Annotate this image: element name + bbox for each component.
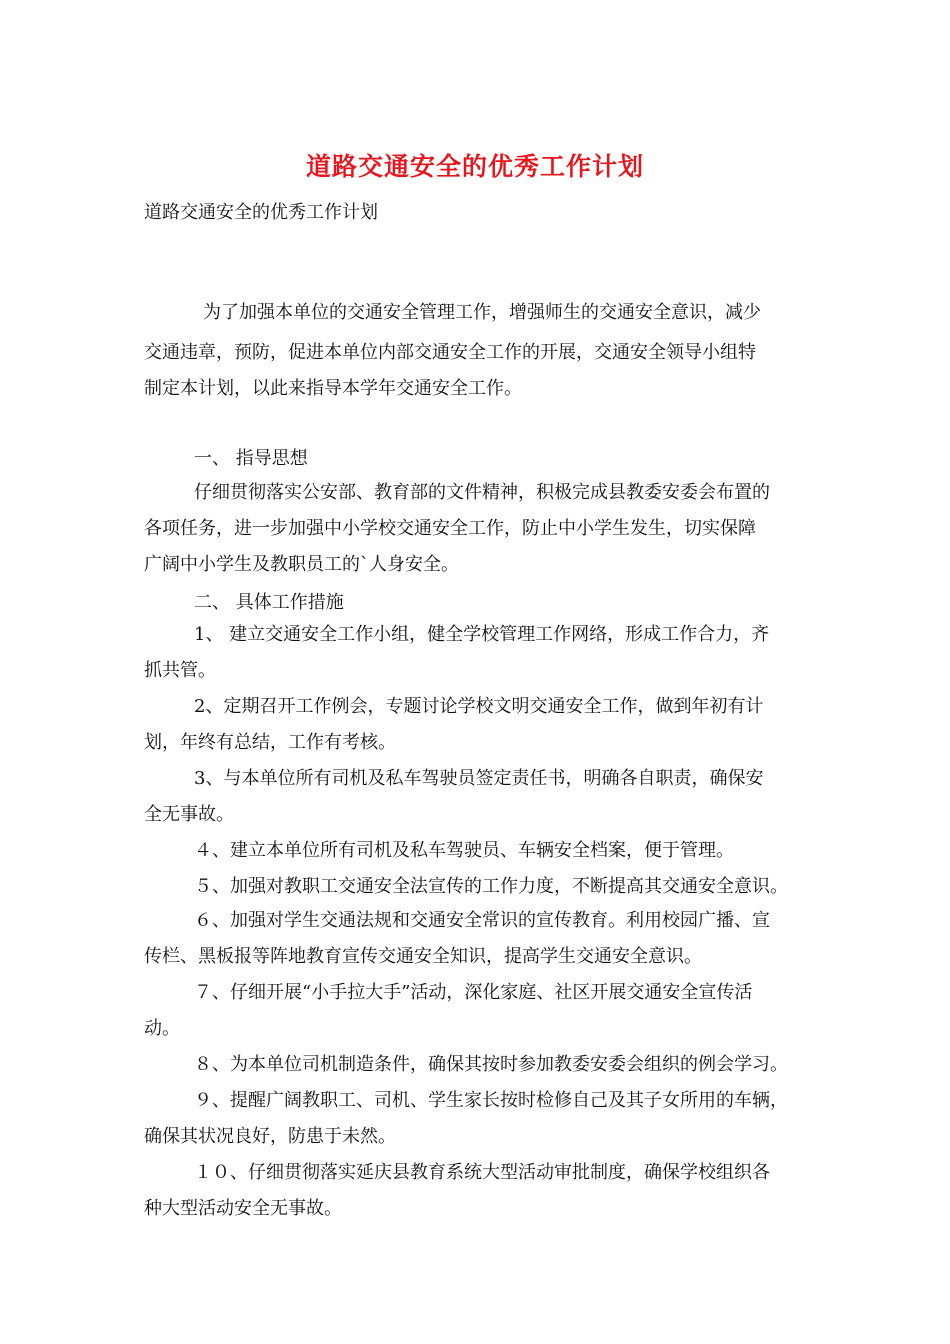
document-title: 道路交通安全的优秀工作计划: [305, 152, 644, 181]
list-item: 3、与本单位所有司机及私车驾驶员签定责任书，明确各自职责，确保安: [194, 768, 764, 789]
list-item: 2、定期召开工作例会，专题讨论学校文明交通安全工作，做到年初有计: [194, 696, 764, 717]
paragraph-line: 交通违章，预防，促进本单位内部交通安全工作的开展，交通安全领导小组特: [144, 342, 756, 363]
list-item-continuation: 抓共管。: [144, 660, 216, 681]
paragraph-line: 仔细贯彻落实公安部、教育部的文件精神，积极完成县教委安委会布置的: [194, 482, 770, 503]
list-item: ７、仔细开展“小手拉大手”活动，深化家庭、社区开展交通安全宣传活: [194, 982, 753, 1003]
section-heading: 二、 具体工作措施: [194, 592, 344, 613]
section-heading: 一、 指导思想: [194, 448, 308, 469]
list-item: ５、加强对教职工交通安全法宣传的工作力度，不断提高其交通安全意识。: [194, 876, 788, 897]
paragraph-line: 广阔中小学生及教职员工的`人身安全。: [144, 554, 459, 575]
list-item-continuation: 动。: [144, 1018, 180, 1039]
document-subtitle: 道路交通安全的优秀工作计划: [144, 202, 378, 223]
list-item-continuation: 种大型活动安全无事故。: [144, 1198, 342, 1219]
list-item: １０、仔细贯彻落实延庆县教育系统大型活动审批制度，确保学校组织各: [194, 1162, 770, 1183]
list-item-continuation: 传栏、黑板报等阵地教育宣传交通安全知识，提高学生交通安全意识。: [144, 946, 702, 967]
list-item: ６、加强对学生交通法规和交通安全常识的宣传教育。利用校园广播、宣: [194, 910, 770, 931]
list-item-continuation: 划，年终有总结，工作有考核。: [144, 732, 396, 753]
list-item-continuation: 全无事故。: [144, 804, 234, 825]
list-item: 1、 建立交通安全工作小组，健全学校管理工作网络，形成工作合力，齐: [194, 624, 770, 645]
list-item: ４、建立本单位所有司机及私车驾驶员、车辆安全档案，便于管理。: [194, 840, 734, 861]
list-item-continuation: 确保其状况良好，防患于未然。: [144, 1126, 396, 1147]
list-item: ９、提醒广阔教职工、司机、学生家长按时检修自己及其子女所用的车辆，: [194, 1090, 788, 1111]
paragraph-line: 制定本计划，以此来指导本学年交通安全工作。: [144, 378, 522, 399]
paragraph-line: 各项任务，进一步加强中小学校交通安全工作，防止中小学生发生，切实保障: [144, 518, 756, 539]
paragraph-line: 为了加强本单位的交通安全管理工作，增强师生的交通安全意识，减少: [203, 302, 761, 323]
list-item: ８、为本单位司机制造条件，确保其按时参加教委安委会组织的例会学习。: [194, 1054, 788, 1075]
